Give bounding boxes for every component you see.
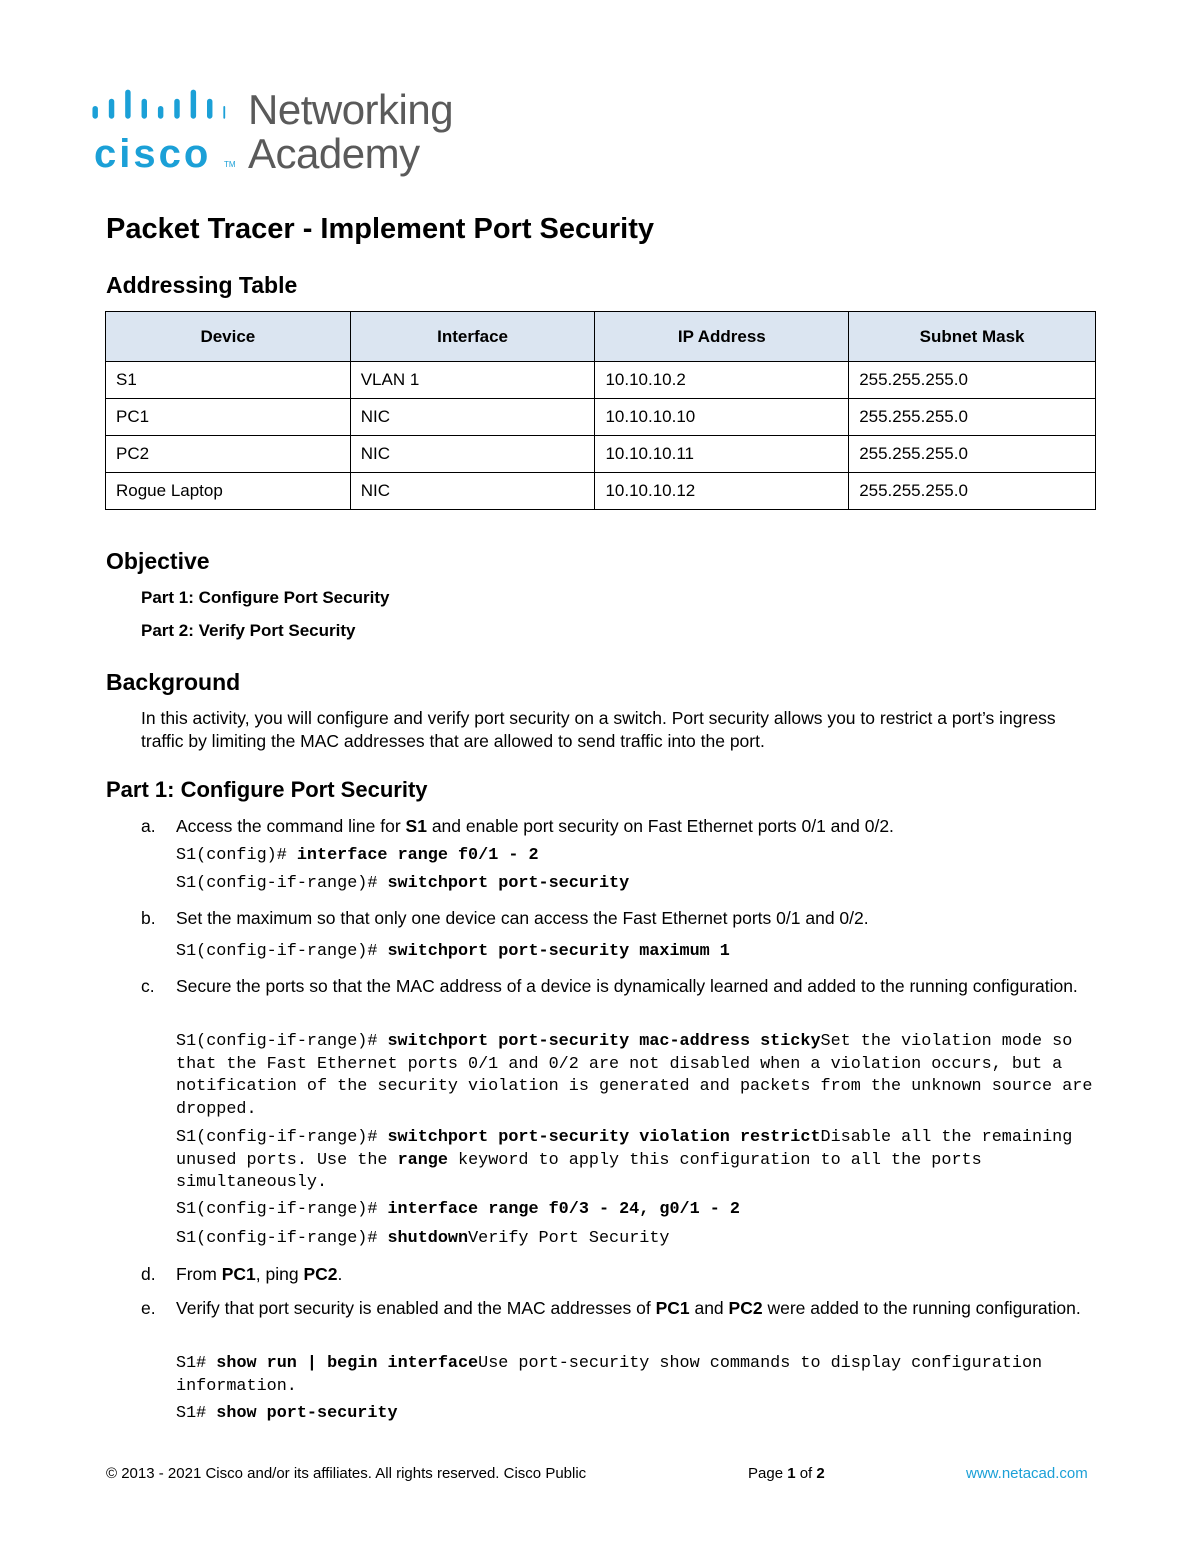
cli-command: switchport port-security mac-address sticky [387,1032,821,1051]
column-header: Subnet Mask [849,312,1096,362]
cli-command: show port-security [216,1404,398,1423]
table-row [106,362,1096,399]
table-cell: 255.255.255.0 [849,436,1096,473]
objective-item: Part 2: Verify Port Security [141,621,356,640]
step-text-part: . [337,1264,343,1284]
column-header: Interface [350,312,595,362]
objective-item: Part 1: Configure Port Security [141,588,390,607]
code-tail-text: Verify Port Security [468,1229,670,1248]
step-text [176,1263,1086,1286]
cli-prompt: S1(config-if-range)# [176,1032,388,1051]
cisco-bars-icon [82,86,232,126]
footer-copyright: © 2013 - 2021 Cisco and/or its affiliates. All rights reserved. Cisco Public [106,1465,587,1482]
cisco-networking-academy-logo [82,86,482,186]
code-line [176,845,1096,868]
cisco-wordmark: cisco [94,132,212,176]
table-cell: Rogue Laptop [106,473,351,510]
cli-prompt: S1# [176,1354,217,1373]
page-total: 2 [816,1465,825,1482]
background-heading: Background [106,669,241,695]
cli-prompt: S1(config-if-range)# [176,874,388,893]
table-row [106,399,1096,436]
table-row [106,436,1096,473]
step-text-part: Access the command line for [176,816,406,836]
code-line [176,1031,1103,1121]
code-tail-text: keyword to apply this configuration to all the ports simultaneously. [176,1150,992,1192]
objective-heading: Objective [106,548,210,574]
page-title: Packet Tracer - Implement Port Security [106,213,654,245]
cli-prompt: S1(config-if-range)# [176,1200,388,1219]
step-text-part: and [689,1298,729,1318]
step-text-part: and enable port security on Fast Ethernet ports 0/1 and 0/2. [426,816,894,836]
table-cell: 10.10.10.12 [595,473,849,510]
code-tail-text: Use port-security show commands to display configuration information. [176,1354,1053,1396]
column-header: Device [106,312,351,362]
table-cell: NIC [350,399,595,436]
step-text [176,815,1086,838]
code-line [176,873,1096,896]
footer-page-number [748,1465,825,1483]
cli-command: switchport port-security [387,874,630,893]
table-cell: 10.10.10.11 [595,436,849,473]
code-line [176,1228,1096,1251]
cli-prompt: S1# [176,1404,217,1423]
step-text-part: were added to the running configuration. [762,1298,1081,1318]
step-text-bold: PC1 [655,1298,690,1318]
step-text-bold: S1 [405,816,427,836]
cli-prompt: S1(config)# [176,846,297,865]
cli-command: shutdown [387,1229,469,1248]
logo-line-networking: Networking [248,86,454,133]
background-paragraph: In this activity, you will configure and verify port security on a switch. Port security allows you to restrict a port’s ingress traffic by limiting the MAC addresses that are allowed to send traffic into the port. [141,708,1056,751]
table-cell: NIC [350,473,595,510]
code-tail-text: Disable all the remaining unused ports. Use the [176,1128,1083,1170]
code-line [176,1199,1096,1222]
table-cell: S1 [106,362,351,399]
cli-command: show run | begin interface [216,1354,479,1373]
code-line [176,1403,1096,1426]
step-text-bold: PC2 [728,1298,763,1318]
addressing-table [105,311,1096,510]
code-line [176,1127,1096,1195]
code-line [176,1353,1096,1398]
table-cell: 255.255.255.0 [849,399,1096,436]
page-current: 1 [787,1465,796,1482]
code-tail-text: Set the violation mode so that the Fast Ethernet ports 0/1 and 0/2 are not disabled when a violation occurs, but a notification of the security violation is generated and packets from the unknown source are dropped. [176,1032,1103,1119]
step-label: a. [141,816,156,836]
step-label: c. [141,976,155,996]
step-text-bold: PC2 [303,1264,338,1284]
cli-prompt: S1(config-if-range)# [176,1128,388,1147]
step-text-part: From [176,1264,222,1284]
cli-command: switchport port-security maximum 1 [387,942,730,961]
table-cell: PC1 [106,399,351,436]
trademark-mark: TM [224,160,236,169]
step-label: b. [141,908,156,928]
step-text: Set the maximum so that only one device can access the Fast Ethernet ports 0/1 and 0/2. [176,908,869,928]
cli-command: interface range f0/3 - 24, g0/1 - 2 [387,1200,740,1219]
table-cell: 10.10.10.2 [595,362,849,399]
step-text-bold: PC1 [221,1264,256,1284]
table-cell: PC2 [106,436,351,473]
table-cell: 10.10.10.10 [595,399,849,436]
footer-url-link[interactable]: www.netacad.com [966,1465,1088,1482]
table-cell: 255.255.255.0 [849,362,1096,399]
code-tail-keyword: range [397,1150,448,1170]
step-label: d. [141,1264,156,1284]
cli-command: interface range f0/1 - 2 [296,846,539,865]
table-cell: 255.255.255.0 [849,473,1096,510]
table-cell: VLAN 1 [350,362,595,399]
step-text: Secure the ports so that the MAC address of a device is dynamically learned and added to the running configuration. [176,976,1078,996]
table-header-row [106,312,1096,362]
column-header: IP Address [595,312,849,362]
cli-prompt: S1(config-if-range)# [176,1229,388,1248]
table-row [106,473,1096,510]
part1-heading: Part 1: Configure Port Security [106,777,428,802]
step-text [176,1297,1086,1320]
page-of: of [795,1465,817,1482]
table-cell: NIC [350,436,595,473]
page-prefix: Page [748,1465,788,1482]
logo-line-academy: Academy [248,130,420,177]
step-label: e. [141,1298,156,1318]
cli-command: switchport port-security violation restrict [387,1128,821,1147]
addressing-table-heading: Addressing Table [106,272,298,298]
cli-prompt: S1(config-if-range)# [176,942,388,961]
code-line [176,941,1096,964]
step-text-part: Verify that port security is enabled and the MAC addresses of [176,1298,656,1318]
step-text-part: , ping [255,1264,304,1284]
